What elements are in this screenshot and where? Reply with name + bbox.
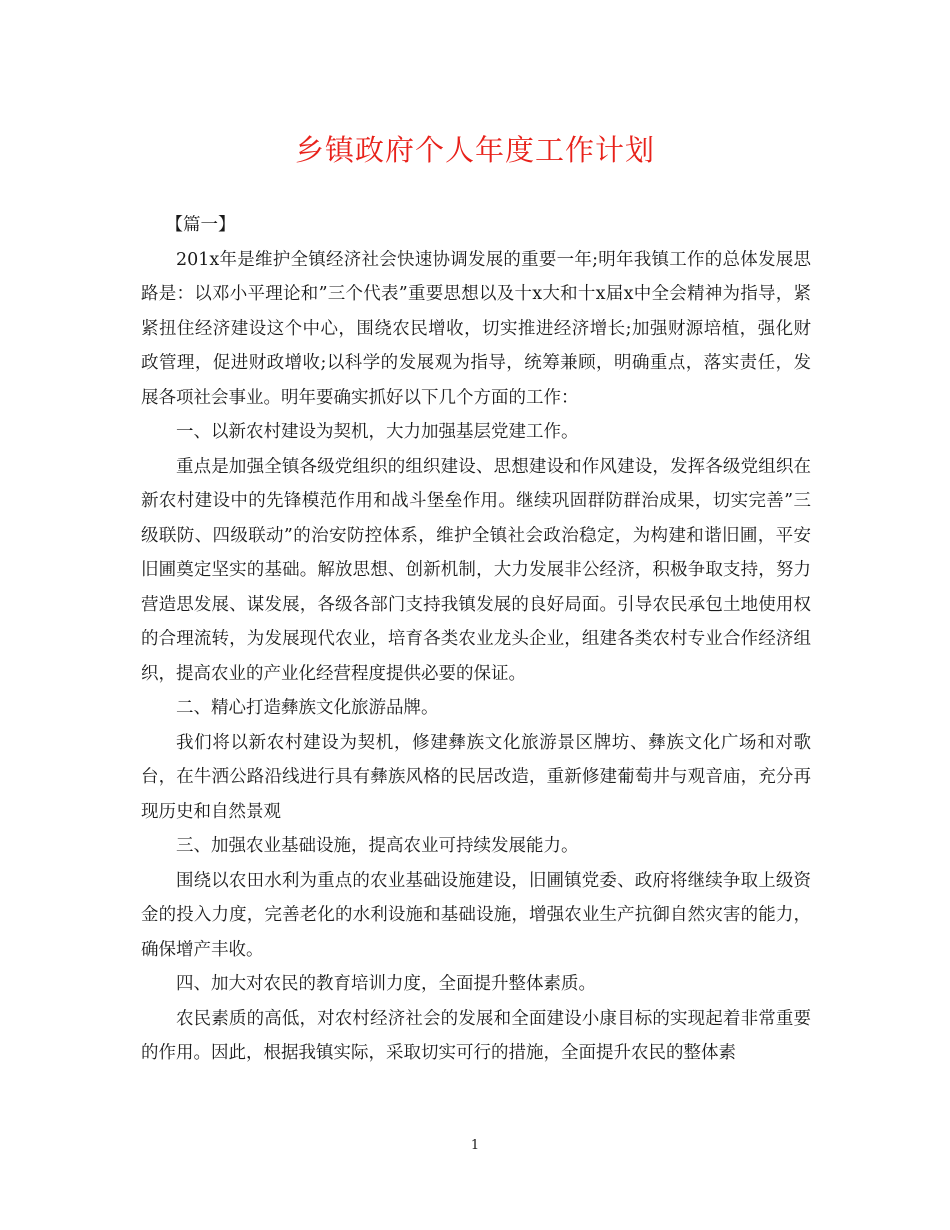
paragraph-two: 我们将以新农村建设为契机，修建彝族文化旅游景区牌坊、彝族文化广场和对歌台，在牛洒公路沿线进行具有彝族风格的民居改造，重新修建葡萄井与观音庙，充分再现历史和自然景观 <box>141 732 811 822</box>
paragraph-one: 重点是加强全镇各级党组织的组织建设、思想建设和作风建设，发挥各级党组织在新农村建设中的先锋模范作用和战斗堡垒作用。继续巩固群防群治成果，切实完善”三级联防、四级联动”的治安防控体系，维护全镇社会政治稳定，为构建和谐旧圃，平安旧圃奠定坚实的基础。解放思想、创新机制，大力发展非公经济，积极争取支持，努力营造思发展、谋发展，各级各部门支持我镇发展的良好局面。引导农民承包土地使用权的合理流转，为发展现代农业，培育各类农业龙头企业，组建各类农村专业合作经济组织，提高农业的产业化经营程度提供必要的保证。 <box>141 456 811 684</box>
heading-four: 四、加大对农民的教育培训力度，全面提升整体素质。 <box>176 974 596 994</box>
heading-two: 二、精心打造彝族文化旅游品牌。 <box>176 698 439 718</box>
heading-one: 一、以新农村建设为契机，大力加强基层党建工作。 <box>176 422 579 442</box>
document-body <box>141 208 811 1071</box>
page-number: 1 <box>470 1138 480 1153</box>
document-title: 乡镇政府个人年度工作计划 <box>294 133 655 167</box>
paragraph-intro: 201x年是维护全镇经济社会快速协调发展的重要一年;明年我镇工作的总体发展思路是：以邓小平理论和”三个代表”重要思想以及十x大和十x届x中全会精神为指导，紧紧扭住经济建设这个中心，围绕农民增收，切实推进经济增长;加强财源培植，强化财政管理，促进财政增收;以科学的发展观为指导，统筹兼顾，明确重点，落实责任，发展各项社会事业。明年要确实抓好以下几个方面的工作： <box>141 249 811 408</box>
paragraph-three: 围绕以农田水利为重点的农业基础设施建设，旧圃镇党委、政府将继续争取上级资金的投入力度，完善老化的水利设施和基础设施，增强农业生产抗御自然灾害的能力，确保增产丰收。 <box>141 870 811 960</box>
heading-three: 三、加强农业基础设施，提高农业可持续发展能力。 <box>176 836 579 856</box>
section-label: 【篇一】 <box>165 215 236 235</box>
paragraph-four: 农民素质的高低，对农村经济社会的发展和全面建设小康目标的实现起着非常重要的作用。因此，根据我镇实际，采取切实可行的措施，全面提升农民的整体素 <box>141 1008 811 1063</box>
